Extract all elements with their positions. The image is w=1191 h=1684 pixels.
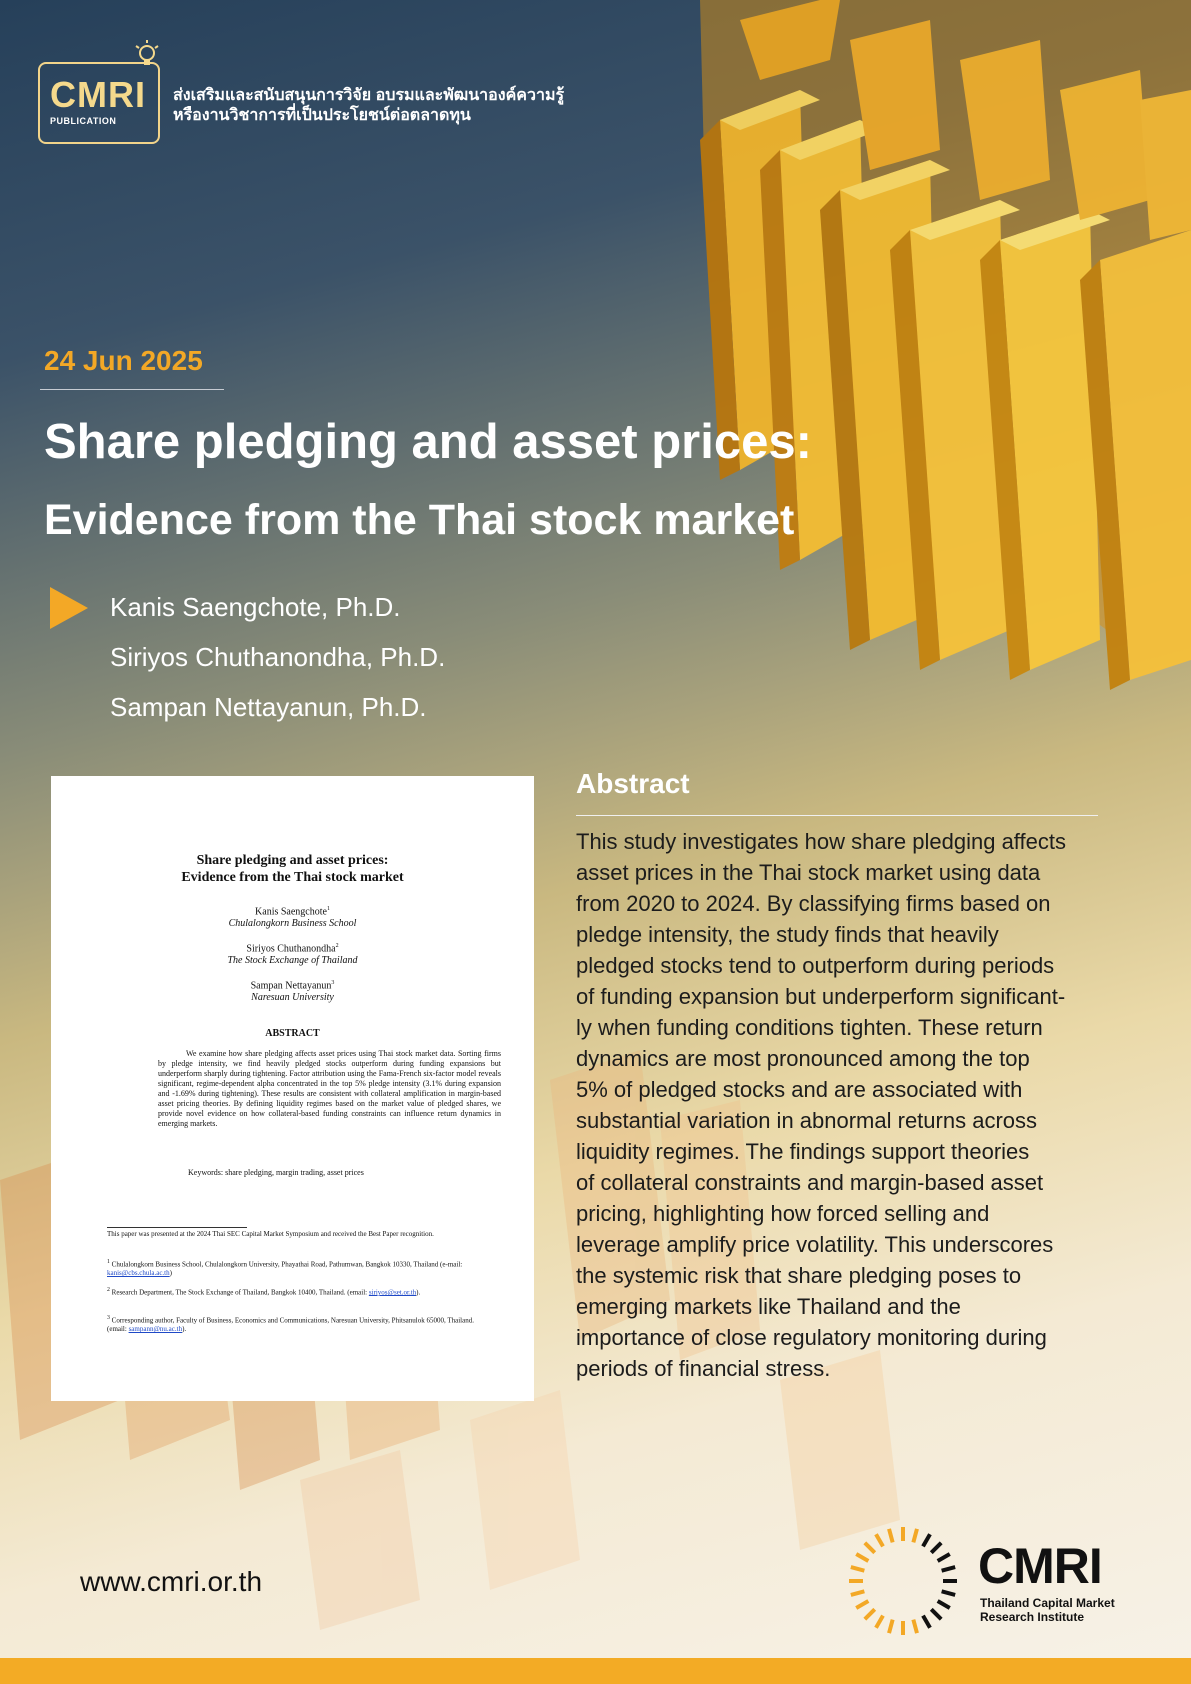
lightbulb-icon (134, 40, 160, 70)
abstract-body (576, 826, 1104, 1384)
paper-author-3: Sampan Nettayanun$^3$ (250, 980, 335, 992)
logo-text: CMRI (50, 74, 146, 115)
title-line-1: Share pledging and asset prices: (44, 415, 812, 469)
abstract-line: liquidity regimes. The findings support theories (576, 1139, 1030, 1164)
abstract-line: pledge intensity, the study finds that heavily (576, 922, 999, 947)
abstract-line: ly when funding conditions tighten. These return (576, 1015, 1043, 1040)
tagline-line-1: ส่งเสริมและสนับสนุนการวิจัย อบรมและพัฒนาองค์ความรู้ (173, 87, 565, 104)
abstract-line: pledged stocks tend to outperform during periods (576, 953, 1055, 978)
author-1: Kanis Saengchote, Ph.D. (110, 592, 401, 622)
abstract-line: asset prices in the Thai stock market using data (576, 860, 1041, 885)
tagline-line-2: หรืองานวิชาการที่เป็นประโยชน์ต่อตลาดทุน (173, 107, 471, 124)
abstract-line: emerging markets like Thailand and the (576, 1294, 961, 1319)
website-link[interactable]: www.cmri.or.th (80, 1566, 263, 1597)
footnote-rule (107, 1227, 247, 1228)
cmri-footer-logo-text: CMRI (978, 1538, 1102, 1594)
cmri-footer-logo-subtitle: Thailand Capital Market Research Institute (980, 1596, 1115, 1624)
paper-author-1: Kanis Saengchote$^1$ (255, 906, 330, 918)
author-3: Sampan Nettayanun, Ph.D. (110, 692, 427, 722)
abstract-line: leverage amplify price volatility. This underscores (576, 1232, 1054, 1257)
paper-abstract-text: We examine how share pledging affects asset prices using Thai stock market data. Sorting firms by pledge intensity, we find heavily pledged stocks outperform during funding expansions but underperform sharply during tightening. Factor attribution using the Fama-French six-factor model reveals significant, regime-dependent alpha concentrated in the top 5% pledge intensity (3.1% during expansion and -1.69% during tightening). These results are consistent with collateral amplification in margin-based asset pricing theories. By defining liquidity regimes based on the market value of pledged shares, we provide novel evidence on how collateral-based funding constraints can influence return dynamics in emerging markets. (158, 1049, 501, 1128)
paper-footnote-3: $^3$ Corresponding author, Faculty of Business, Economics and Communications, Naresuan University, Phitsanulok 65000, Thailand. (email: sampann@nu.ac.th). (107, 1315, 474, 1334)
paper-footnote-1: $^1$ Chulalongkorn Business School, Chulalongkorn University, Phayathai Road, Pathumwan, Bangkok 10330, Thailand (e-mail: kanis@cbs.chula.ac.th) (107, 1259, 463, 1278)
abstract-line: substantial variation in abnormal returns across (576, 1108, 1038, 1133)
header-tagline (173, 86, 564, 126)
paper-footnote-intro: This paper was presented at the 2024 Thai SEC Capital Market Symposium and received the Best Paper recognition. (107, 1230, 434, 1238)
paper-keywords: Keywords: share pledging, margin trading, asset prices (188, 1168, 364, 1177)
email-link-2[interactable]: siriyos@set.or.th (368, 1288, 417, 1297)
abstract-line: of funding expansion but underperform significant- (576, 984, 1066, 1009)
abstract-line: periods of financial stress. (576, 1356, 831, 1381)
author-2: Siriyos Chuthanondha, Ph.D. (110, 642, 446, 672)
abstract-line: of collateral constraints and margin-based asset (576, 1170, 1044, 1195)
bottom-accent-bar (0, 1658, 1191, 1684)
paper-affiliation-1: Chulalongkorn Business School (228, 918, 357, 929)
abstract-line: the systemic risk that share pledging poses to (576, 1263, 1022, 1288)
email-link-1[interactable]: kanis@cbs.chula.ac.th (107, 1269, 170, 1278)
paper-title-line-2: Evidence from the Thai stock market (181, 870, 404, 885)
date-divider (40, 389, 224, 390)
abstract-line: 5% of pledged stocks and are associated with (576, 1077, 1023, 1102)
paper-affiliation-2: The Stock Exchange of Thailand (227, 955, 358, 966)
publication-date: 24 Jun 2025 (44, 345, 203, 376)
abstract-line: dynamics are most pronounced among the top (576, 1046, 1030, 1071)
email-link-3[interactable]: sampann@nu.ac.th (128, 1325, 183, 1334)
paper-footnote-2: $^2$ Research Department, The Stock Exchange of Thailand, Bangkok 10400, Thailand. (email: siriyos@set.or.th). (107, 1287, 421, 1297)
abstract-line: from 2020 to 2024. By classifying firms based on (576, 891, 1051, 916)
cmri-publication-logo (38, 62, 160, 144)
abstract-line: This study investigates how share pledging affects (576, 829, 1066, 854)
paper-preview (51, 776, 534, 1401)
abstract-heading: Abstract (576, 768, 690, 799)
logo-subtext: PUBLICATION (50, 116, 117, 126)
play-triangle-icon (50, 587, 88, 629)
abstract-line: pricing, highlighting how forced selling and (576, 1201, 990, 1226)
cmri-sunburst-icon (848, 1526, 958, 1636)
paper-affiliation-3: Naresuan University (251, 992, 334, 1003)
abstract-line: importance of close regulatory monitoring during (576, 1325, 1047, 1350)
paper-author-2: Siriyos Chuthanondha$^2$ (246, 943, 339, 955)
abstract-divider (576, 815, 1098, 816)
paper-title-line-1: Share pledging and asset prices: (196, 853, 389, 868)
title-line-2: Evidence from the Thai stock market (44, 496, 795, 544)
paper-abstract-heading: ABSTRACT (265, 1028, 320, 1039)
